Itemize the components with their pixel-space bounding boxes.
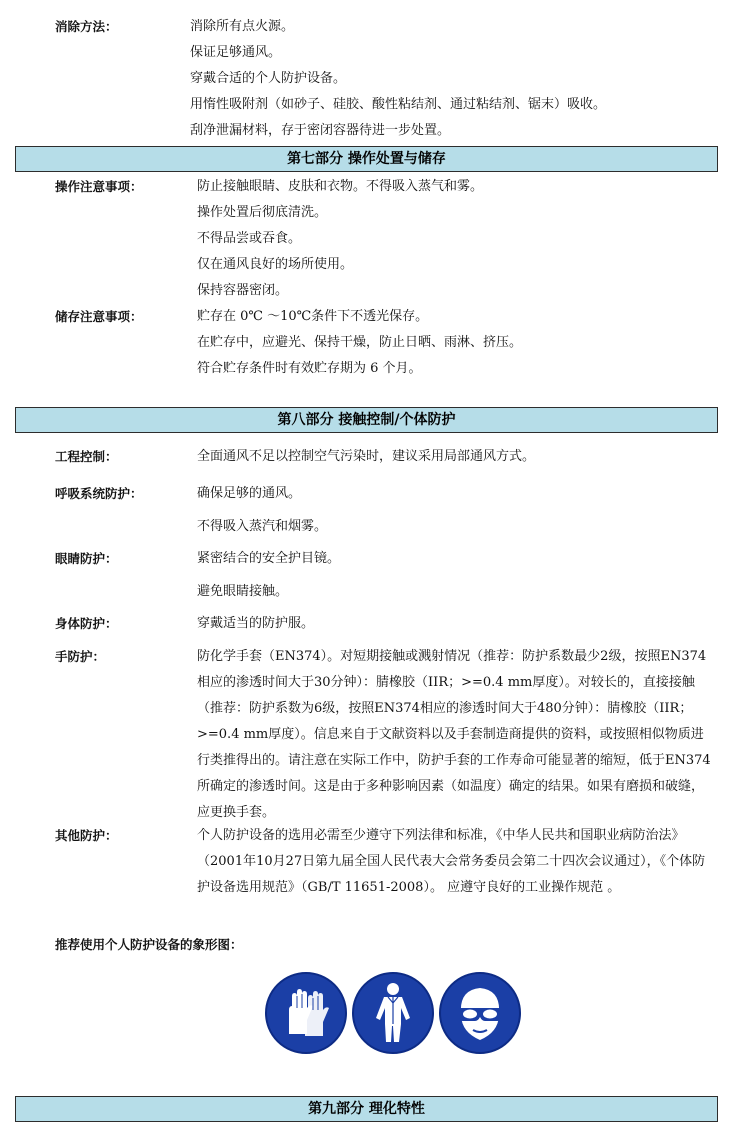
handling-line: 不得品尝或吞食。: [197, 231, 302, 246]
engineering-label: 工程控制：: [55, 449, 118, 464]
handling-line: 防止接触眼睛、皮肤和衣物。不得吸入蒸气和雾。: [197, 179, 484, 194]
cleanup-line: 穿戴合适的个人防护设备。: [190, 71, 347, 86]
handling-label: 操作注意事项：: [55, 179, 143, 194]
eye-line: 避免眼睛接触。: [197, 584, 289, 599]
goggles-icon: [439, 972, 521, 1054]
storage-label: 储存注意事项：: [55, 309, 143, 324]
eye-label: 眼睛防护：: [55, 551, 118, 566]
handling-line: 操作处置后彻底清洗。: [197, 205, 328, 220]
cleanup-label: 消除方法：: [55, 19, 118, 34]
respiratory-label: 呼吸系统防护：: [55, 486, 143, 501]
eye-line: 紧密结合的安全护目镜。: [197, 551, 341, 566]
body-label: 身体防护：: [55, 616, 118, 631]
other-text: 个人防护设备的选用必需至少遵守下列法律和标准，《中华人民共和国职业病防治法》（2001年10月27日第九届全国人民代表大会常务委员会第二十四次会议通过），《个体防护设备选用规范》（GB/T 11651-2008）。 应遵守良好的工业操作规范 。: [197, 828, 706, 895]
storage-line: 符合贮存条件时有效贮存期为 6 个月。: [197, 361, 422, 376]
cleanup-line: 用惰性吸附剂（如砂子、硅胶、酸性粘结剂、通过粘结剂、锯末）吸收。: [190, 97, 607, 112]
storage-line: 在贮存中，应避光、保持干燥，防止日晒、雨淋、挤压。: [197, 335, 523, 350]
hand-label: 手防护：: [55, 649, 106, 664]
section-8-header: 第八部分 接触控制/个体防护: [15, 407, 718, 433]
other-label: 其他防护：: [55, 828, 118, 843]
engineering-text: 全面通风不足以控制空气污染时，建议采用局部通风方式。: [197, 449, 536, 464]
section-9-header: 第九部分 理化特性: [15, 1096, 718, 1122]
cleanup-line: 保证足够通风。: [190, 45, 282, 60]
cleanup-line: 消除所有点火源。: [190, 19, 295, 34]
gloves-icon: [265, 972, 347, 1054]
protective-suit-icon: [352, 972, 434, 1054]
handling-line: 仅在通风良好的场所使用。: [197, 257, 354, 272]
respiratory-line: 确保足够的通风。: [197, 486, 302, 501]
respiratory-line: 不得吸入蒸汽和烟雾。: [197, 519, 328, 534]
storage-line: 贮存在 0℃ ～10℃条件下不透光保存。: [197, 309, 429, 324]
pictogram-label: 推荐使用个人防护设备的象形图：: [55, 937, 243, 952]
hand-text: 防化学手套（EN374）。对短期接触或溅射情况（推荐：防护系数最少2级，按照EN374相应的渗透时间大于30分钟）：腈橡胶（IIR；>=0.4 mm厚度）。对较长的，直接接触（推荐：防护系数为6级，按照EN374相应的渗透时间大于480分钟）：腈橡胶（IIR；>=0.4 mm厚度）。信息来自于文献资料以及手套制造商提供的资料，或按照相似物质进行类推得出的。请注意在实际工作中，防护手套的工作寿命可能显著的缩短，低于EN374所确定的渗透时间。这是由于多种影响因素（如温度）确定的结果。如果有磨损和破缝，应更换手套。: [197, 649, 711, 820]
cleanup-line: 刮净泄漏材料，存于密闭容器待进一步处置。: [190, 123, 451, 138]
body-text: 穿戴适当的防护服。: [197, 616, 315, 631]
handling-line: 保持容器密闭。: [197, 283, 289, 298]
section-7-header: 第七部分 操作处置与储存: [15, 146, 718, 172]
